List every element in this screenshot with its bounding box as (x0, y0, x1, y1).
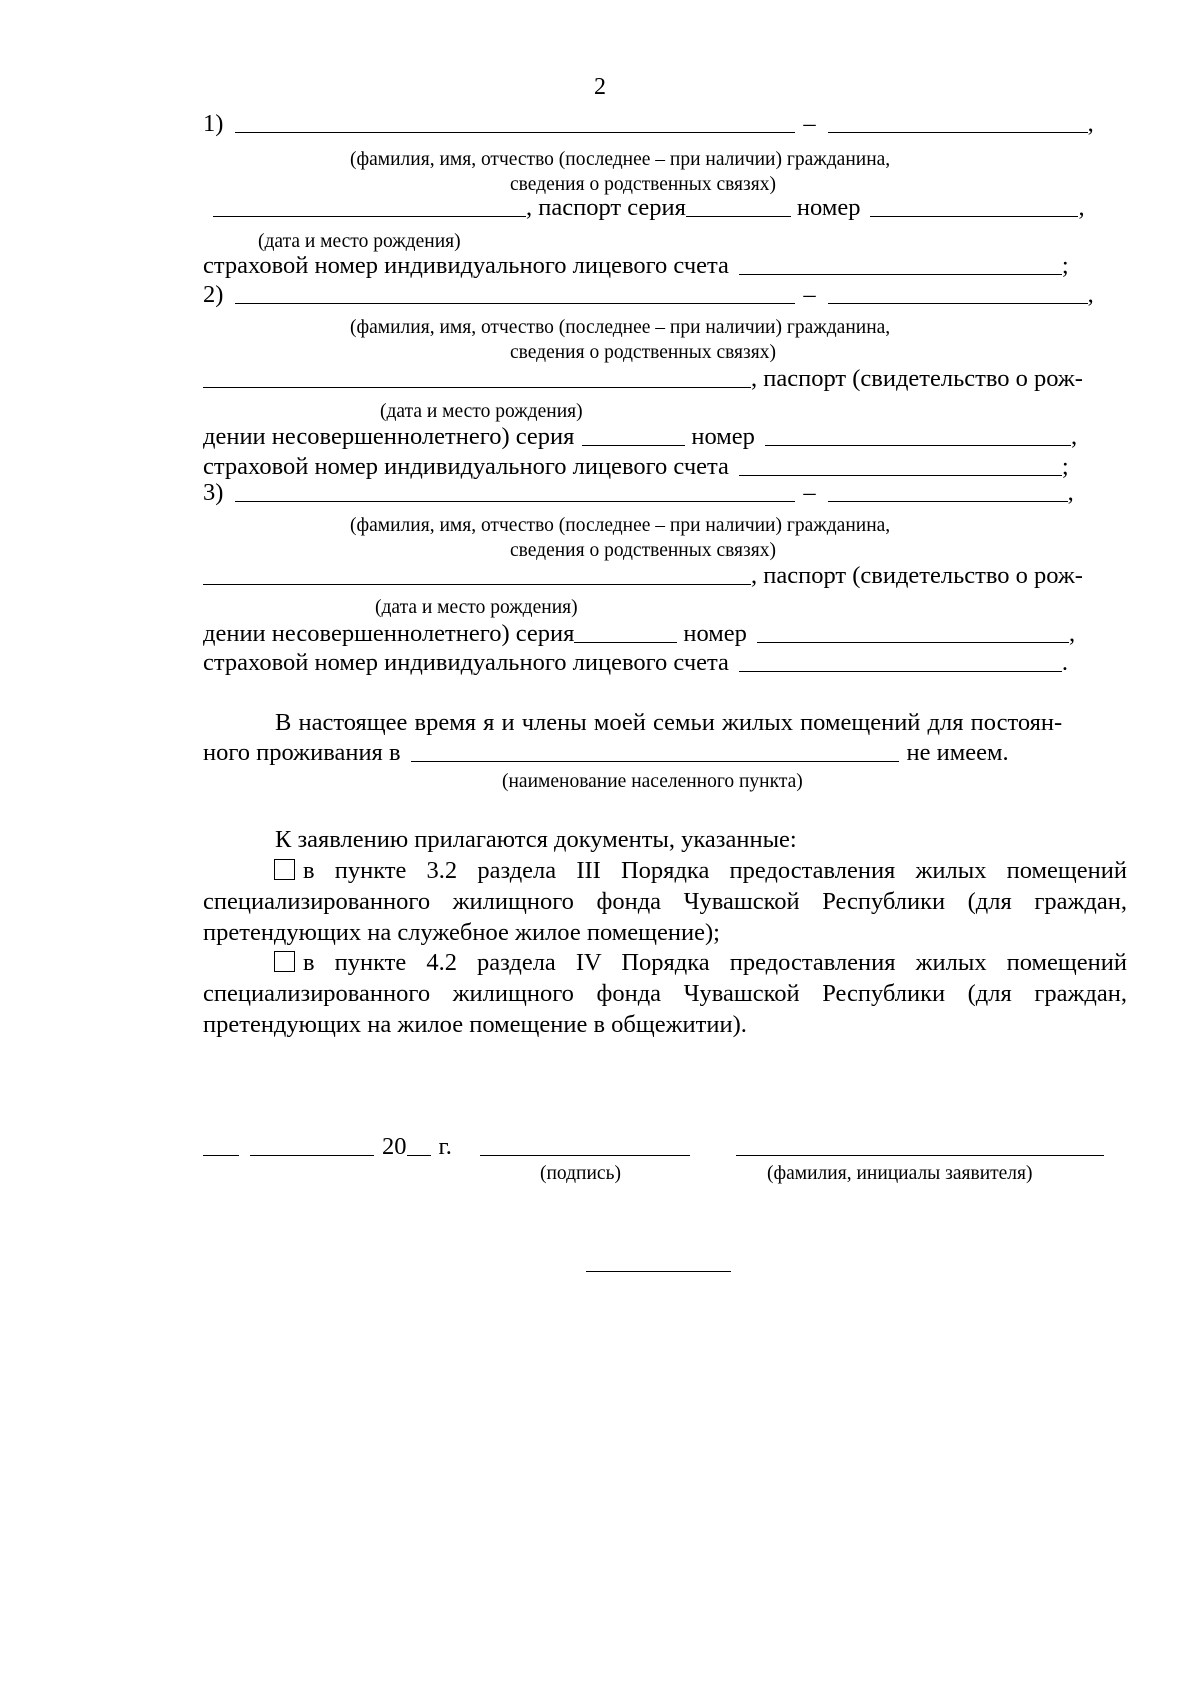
person-1-passport-comma: , (1078, 194, 1085, 221)
date-year-field[interactable] (407, 1155, 431, 1156)
person-1-name-field[interactable] (235, 132, 795, 133)
person-1-name-row (203, 112, 1127, 137)
attachments-intro-row (203, 828, 1127, 853)
housing-line-2 (203, 741, 1127, 766)
person-3-snils-label: страховой номер индивидуального лицевого счета (203, 649, 729, 676)
person-2-snils-end: ; (1061, 453, 1069, 480)
person-2-passport-label: , паспорт (свидетельство о рож- (751, 365, 1083, 392)
person-2-number-label: номер (691, 423, 755, 450)
person-1-snils-label: страховой номер индивидуального лицевого счета (203, 252, 729, 279)
person-3-name-caption-1: (фамилия, имя, отчество (последнее – при наличии) гражданина, (350, 515, 891, 536)
person-1-birth-field[interactable] (213, 216, 526, 217)
person-2-series-field[interactable] (582, 445, 685, 446)
date-year-suffix: г. (438, 1133, 452, 1160)
housing-text-2: ного проживания в (203, 739, 401, 766)
option-2-checkbox[interactable] (274, 951, 295, 972)
housing-text-1: В настоящее время я и члены моей семьи жилых помещений для постоян- (275, 709, 1063, 736)
person-2-birth-caption: (дата и место рождения) (380, 401, 583, 422)
signature-field[interactable] (480, 1155, 690, 1156)
person-3-passport-row (203, 564, 1127, 589)
person-1-snils-end: ; (1061, 252, 1069, 279)
person-3-cert-row (203, 622, 1127, 647)
housing-line-1 (203, 711, 1127, 736)
date-month-field[interactable] (250, 1155, 374, 1156)
person-1-series-field[interactable] (686, 216, 791, 217)
person-1-birth-caption: (дата и место рождения) (258, 231, 461, 252)
person-2-passport-row (203, 367, 1127, 392)
person-2-number: 2) (203, 281, 224, 308)
person-2-cert-number-field[interactable] (765, 445, 1071, 446)
date-signature-row (203, 1135, 1127, 1160)
person-3-comma: , (1067, 479, 1074, 506)
option-1-checkbox[interactable] (274, 859, 295, 880)
person-3-series-field[interactable] (574, 642, 677, 643)
person-1-passport-number-field[interactable] (870, 216, 1078, 217)
attachment-option-1 (203, 855, 1127, 948)
person-3-dash: – (803, 479, 816, 506)
person-1-passport-label: , паспорт серия (526, 194, 686, 221)
attachments-intro: К заявлению прилагаются документы, указанные: (275, 826, 797, 853)
date-year-prefix: 20 (382, 1133, 407, 1160)
applicant-name-field[interactable] (736, 1155, 1104, 1156)
person-2-relation-field[interactable] (828, 303, 1088, 304)
person-2-cert-row (203, 425, 1127, 450)
person-1-snils-row (203, 254, 1127, 279)
person-1-comma: , (1087, 110, 1094, 137)
applicant-name-caption: (фамилия, инициалы заявителя) (767, 1163, 1033, 1184)
person-2-name-caption-1: (фамилия, имя, отчество (последнее – при наличии) гражданина, (350, 317, 891, 338)
option-1-text: в пункте 3.2 раздела III Порядка предоставления жилых помещений специализированного жилищного фонда Чувашской Республики (для граждан, претендующих на служебное жилое помещение); (203, 857, 1127, 946)
person-2-birth-field[interactable] (203, 387, 751, 388)
person-3-passport-label: , паспорт (свидетельство о рож- (751, 562, 1083, 589)
person-3-cert-number-field[interactable] (757, 642, 1069, 643)
person-1-number-label: номер (796, 194, 861, 221)
end-divider (586, 1271, 731, 1272)
date-day-field[interactable] (203, 1155, 239, 1156)
person-2-snils-field[interactable] (739, 475, 1062, 476)
person-3-name-caption-2: сведения о родственных связях) (510, 540, 776, 561)
person-3-birth-field[interactable] (203, 584, 751, 585)
person-3-relation-field[interactable] (828, 501, 1068, 502)
person-2-comma: , (1087, 281, 1094, 308)
settlement-field[interactable] (411, 761, 899, 762)
person-3-name-field[interactable] (235, 501, 795, 502)
person-2-name-row (203, 283, 1127, 308)
person-1-name-caption-1: (фамилия, имя, отчество (последнее – при наличии) гражданина, (350, 149, 891, 170)
person-3-cert-comma: , (1068, 620, 1076, 647)
person-2-name-caption-2: сведения о родственных связях) (510, 342, 776, 363)
person-1-number: 1) (203, 110, 224, 137)
person-2-cert-comma: , (1070, 423, 1078, 450)
attachment-option-2 (203, 947, 1127, 1040)
page-number: 2 (594, 74, 606, 100)
person-1-snils-field[interactable] (739, 274, 1062, 275)
person-3-snils-end: . (1061, 649, 1069, 676)
person-2-cert-label: дении несовершеннолетнего) серия (203, 423, 575, 450)
person-3-birth-caption: (дата и место рождения) (375, 597, 578, 618)
person-1-passport-row (203, 196, 1127, 221)
person-1-relation-field[interactable] (828, 132, 1088, 133)
person-2-dash: – (803, 281, 816, 308)
person-3-snils-field[interactable] (739, 671, 1062, 672)
person-2-snils-row (203, 455, 1127, 480)
person-2-snils-label: страховой номер индивидуального лицевого счета (203, 453, 729, 480)
person-3-name-row (203, 481, 1127, 506)
settlement-caption: (наименование населенного пункта) (502, 771, 803, 792)
option-2-text: в пункте 4.2 раздела IV Порядка предоставления жилых помещений специализированного жилищного фонда Чувашской Республики (для граждан, претендующих на жилое помещение в общежитии). (203, 949, 1127, 1038)
signature-caption: (подпись) (540, 1163, 621, 1184)
person-3-cert-label: дении несовершеннолетнего) серия (203, 620, 575, 647)
person-3-number-label: номер (683, 620, 747, 647)
person-3-number: 3) (203, 479, 224, 506)
person-1-dash: – (803, 110, 816, 137)
person-3-snils-row (203, 651, 1127, 676)
person-1-name-caption-2: сведения о родственных связях) (510, 174, 776, 195)
person-2-name-field[interactable] (235, 303, 795, 304)
housing-text-3: не имеем. (906, 739, 1009, 766)
